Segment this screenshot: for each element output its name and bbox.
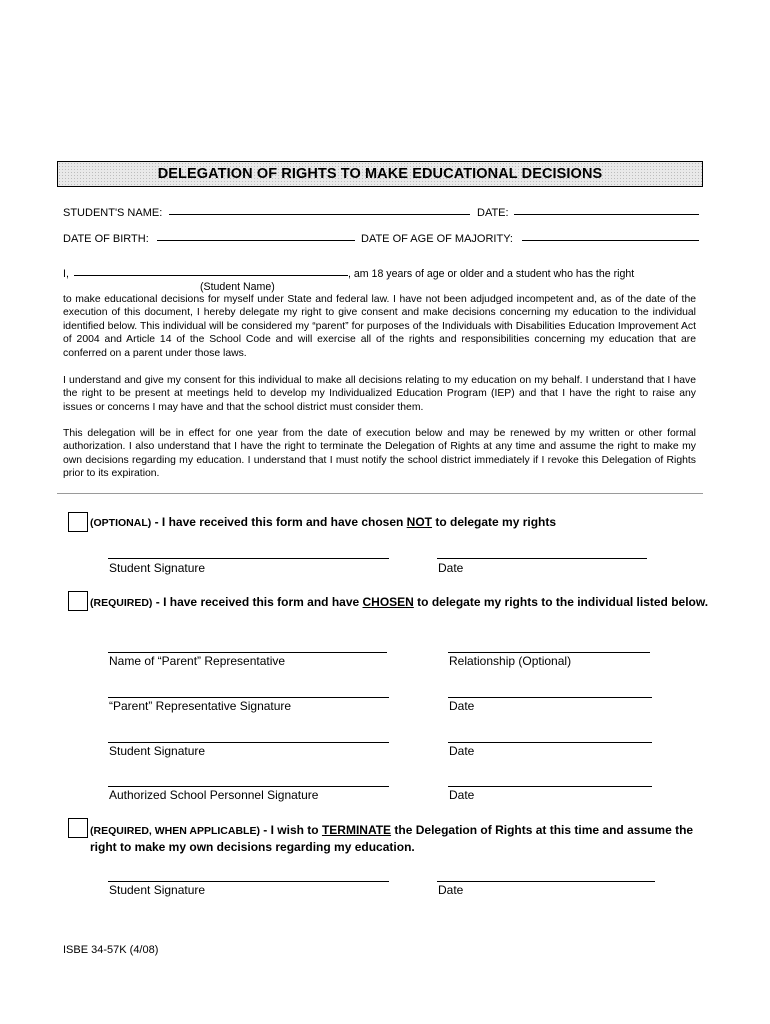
option-emphasis: CHOSEN — [362, 595, 414, 609]
date-label: Date — [449, 744, 475, 758]
student-name-field[interactable] — [169, 214, 470, 215]
student-signature-label: Student Signature — [109, 561, 206, 575]
student-signature-line[interactable] — [108, 742, 389, 743]
paragraph-duration: This delegation will be in effect for one year from the date of execution below and may be renewed by my written or other formal authorization. I also understand that I have the right to terminate the Delegation of Rights at any time and assume the right to make my own decisions regarding my education. I understand that I must notify the school district immediately if I revoke this Delegation of Rights prior to its expiration. — [63, 428, 696, 480]
option-label: (REQUIRED) — [90, 597, 153, 609]
required-checkbox[interactable] — [68, 591, 88, 611]
age-of-majority-field[interactable] — [522, 240, 699, 241]
school-personnel-signature-line[interactable] — [108, 786, 389, 787]
school-personnel-signature-label: Authorized School Personnel Signature — [109, 788, 319, 802]
relationship-label: Relationship (Optional) — [449, 654, 572, 668]
student-signature-label: Student Signature — [109, 883, 206, 897]
student-signature-line[interactable] — [108, 881, 389, 882]
terminate-checkbox[interactable] — [68, 818, 88, 838]
optional-checkbox[interactable] — [68, 512, 88, 532]
age-of-majority-label: DATE OF AGE OF MAJORITY: — [361, 233, 513, 245]
date-label: DATE: — [477, 207, 509, 219]
student-signature-label: Student Signature — [109, 744, 206, 758]
section-divider — [57, 493, 703, 494]
intro-prefix: I, — [63, 268, 69, 280]
form-number: ISBE 34-57K (4/08) — [63, 944, 159, 956]
paragraph-delegation: to make educational decisions for myself under State and federal law. I have not been adjudged incompetent and, as of the date of the execution of this document, I hereby delegate my right to give consent and make decisions concerning my education to the individual identified below. This individual will be considered my “parent” for purposes of the Individuals with Disabilities Education Improvement Act of 2004 and Article 14 of the School Code and will exercise all of the rights and responsibilities concerning my education that are conferred on a parent under those laws. — [63, 294, 696, 359]
date-of-birth-field[interactable] — [157, 240, 355, 241]
option-emphasis: NOT — [406, 515, 433, 529]
date-line[interactable] — [448, 742, 652, 743]
date-line[interactable] — [437, 558, 647, 559]
date-label: Date — [449, 699, 475, 713]
student-signature-line[interactable] — [108, 558, 389, 559]
option-optional-text: (OPTIONAL) - I have received this form and have chosen NOT to delegate my rights — [90, 515, 557, 529]
date-line[interactable] — [437, 881, 655, 882]
date-of-birth-label: DATE OF BIRTH: — [63, 233, 149, 245]
option-required-text: (REQUIRED) - I have received this form and have CHOSEN to delegate my rights to the individual listed below. — [90, 595, 709, 609]
paragraph-consent: I understand and give my consent for this individual to make all decisions relating to my education on my behalf. I understand that I have the right to be present at meetings held to develop my Individualized Education Program (IEP) and that I have the right to raise any issues or concerns I may have and that the school district must consider them. — [63, 375, 696, 413]
option-label: (REQUIRED, WHEN APPLICABLE) — [90, 825, 260, 837]
student-name-label: STUDENT'S NAME: — [63, 207, 163, 219]
option-label: (OPTIONAL) — [90, 517, 152, 529]
date-field[interactable] — [514, 214, 699, 215]
date-label: Date — [438, 883, 464, 897]
option-emphasis: TERMINATE — [321, 823, 392, 837]
parent-representative-signature-line[interactable] — [108, 697, 389, 698]
option-terminate-text: (REQUIRED, WHEN APPLICABLE) - I wish to TERMINATE the Delegation of Rights at this time and assume the right to make my own decisions regarding my education. — [90, 823, 694, 854]
student-name-caption: (Student Name) — [200, 281, 275, 293]
page-title: DELEGATION OF RIGHTS TO MAKE EDUCATIONAL DECISIONS — [157, 166, 603, 182]
date-label: Date — [449, 788, 475, 802]
title-banner — [57, 161, 703, 187]
date-line[interactable] — [448, 786, 652, 787]
date-label: Date — [438, 561, 464, 575]
student-name-inline-field[interactable] — [74, 275, 348, 276]
parent-representative-signature-label: “Parent” Representative Signature — [109, 699, 292, 713]
parent-representative-name-line[interactable] — [108, 652, 387, 653]
relationship-line[interactable] — [448, 652, 650, 653]
date-line[interactable] — [448, 697, 652, 698]
intro-suffix: , am 18 years of age or older and a student who has the right — [348, 268, 635, 280]
parent-representative-name-label: Name of “Parent” Representative — [109, 654, 286, 668]
